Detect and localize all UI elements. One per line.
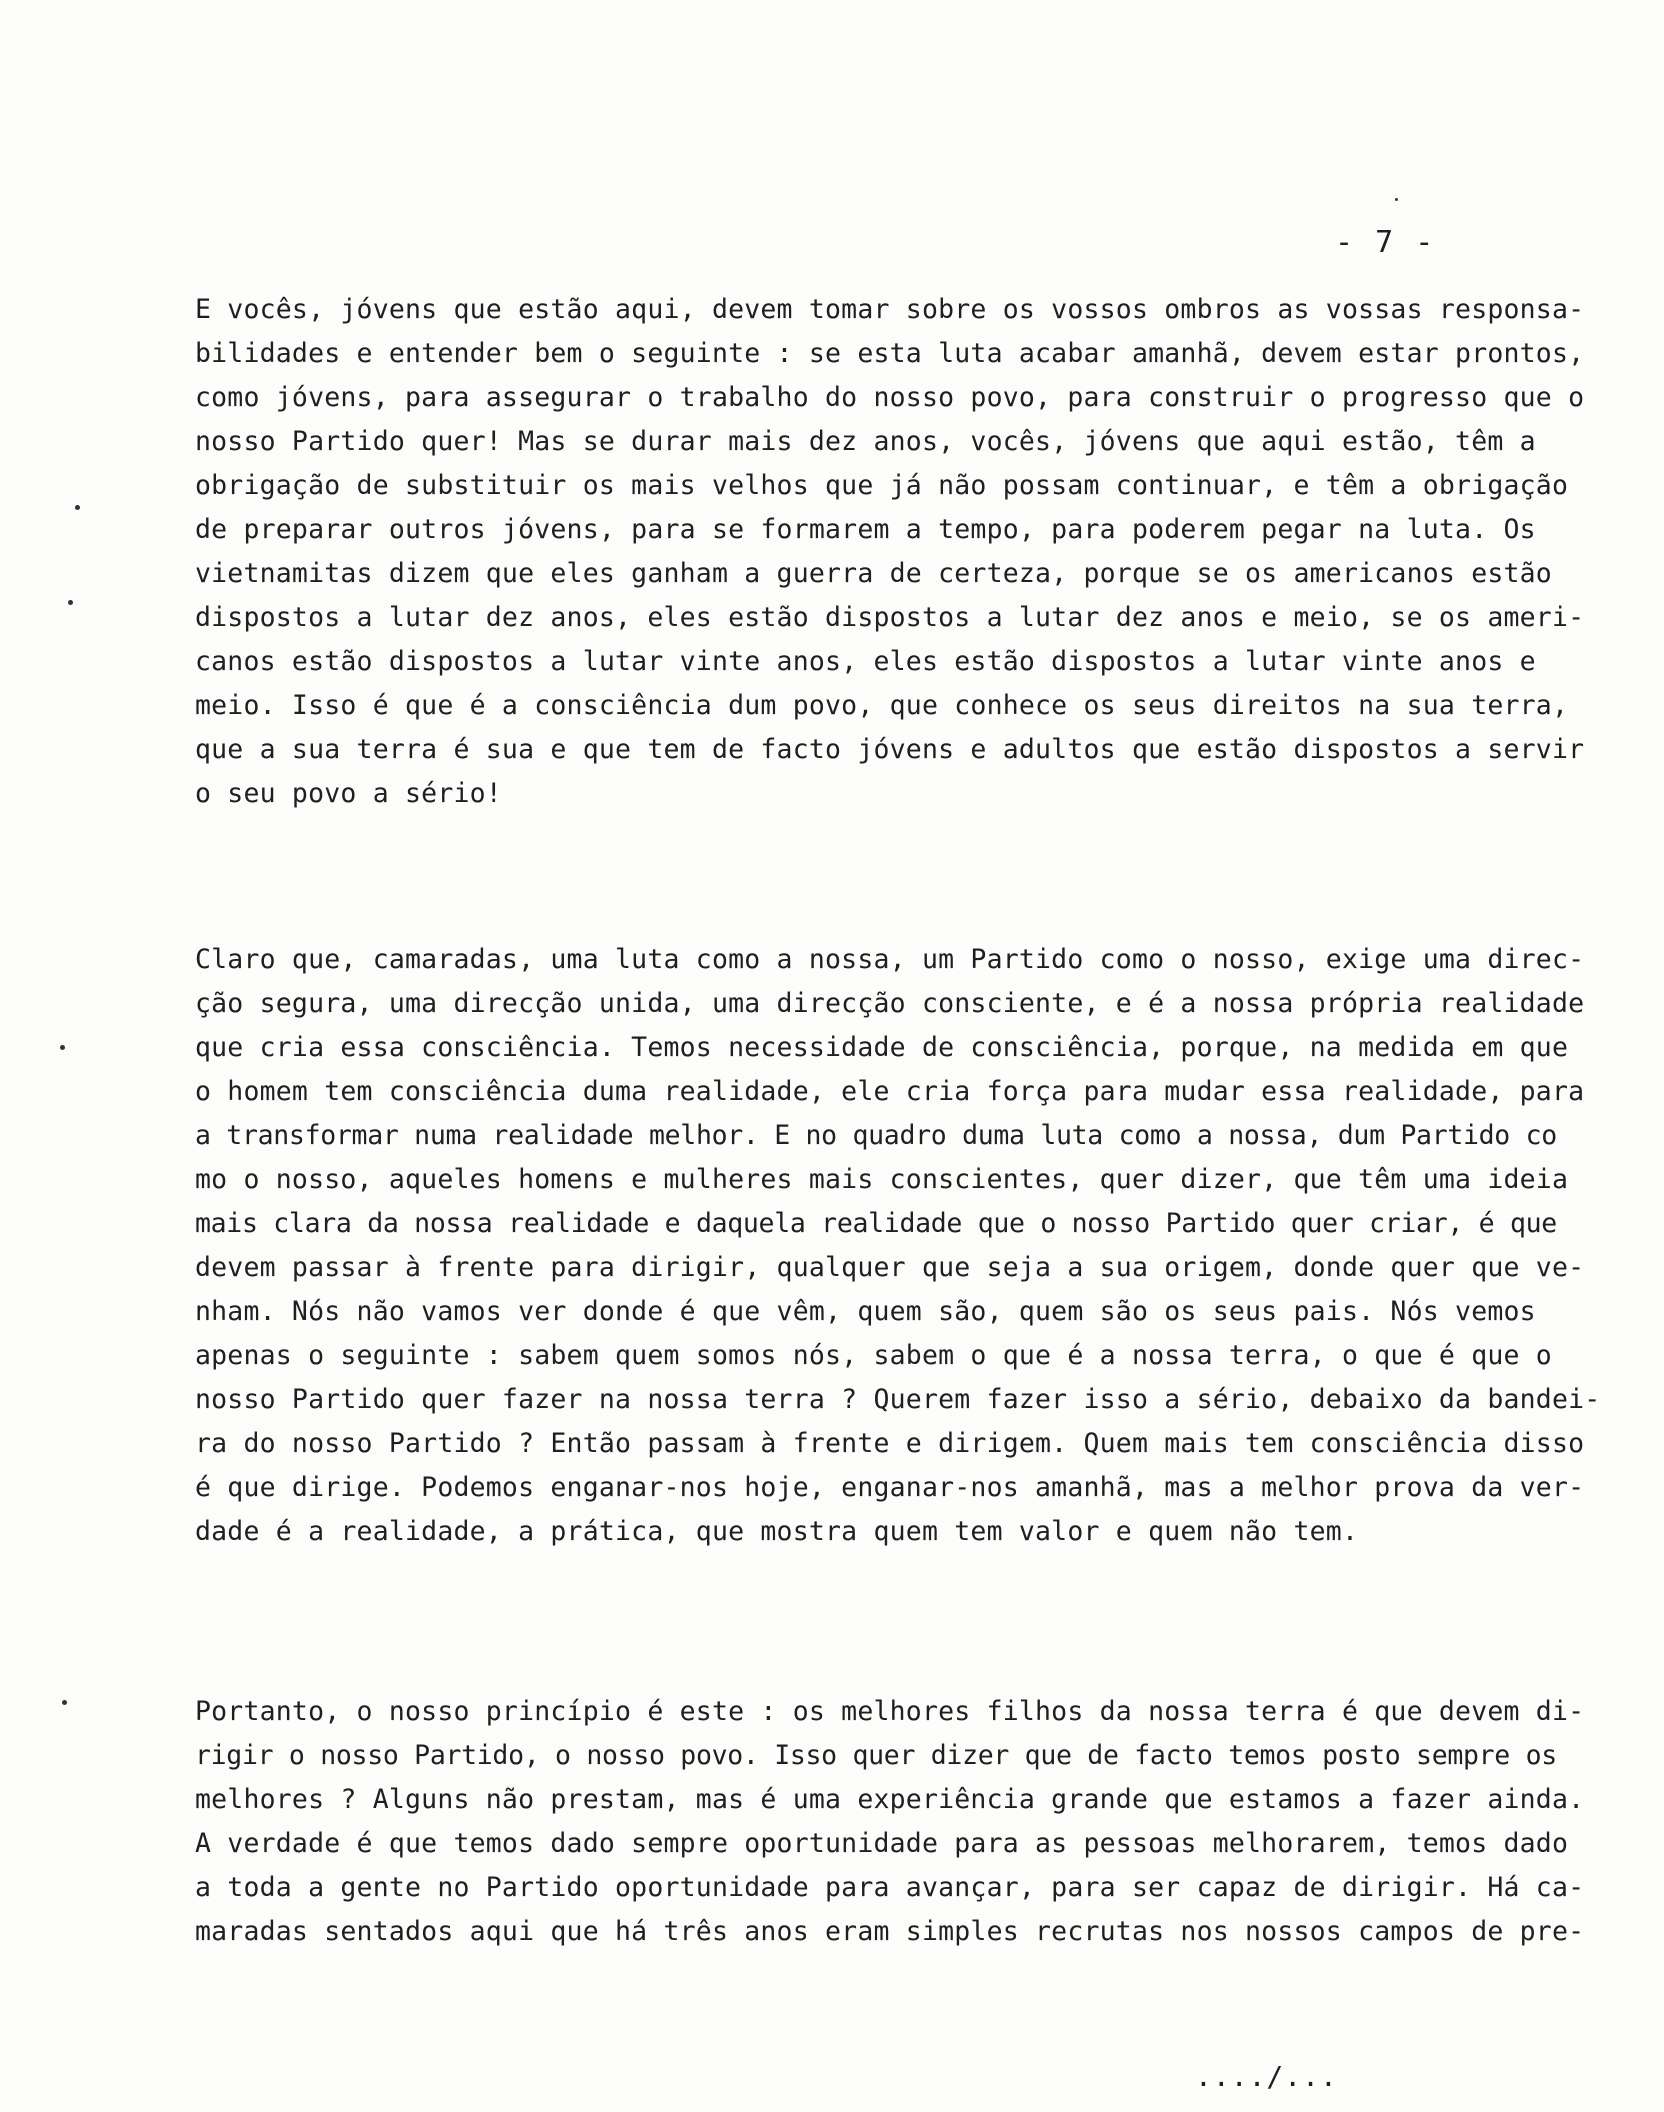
- text-line: nosso Partido quer! Mas se durar mais dez anos, vocês, jóvens que aqui estão, têm a: [195, 426, 1536, 457]
- text-line: de preparar outros jóvens, para se formarem a tempo, para poderem pegar na luta. Os: [195, 514, 1536, 545]
- text-line: que a sua terra é sua e que tem de facto jóvens e adultos que estão dispostos a servir: [195, 734, 1585, 765]
- text-line: maradas sentados aqui que há três anos eram simples recrutas nos nossos campos de pre-: [195, 1916, 1585, 1947]
- text-line: é que dirige. Podemos enganar-nos hoje, enganar-nos amanhã, mas a melhor prova da ver-: [195, 1472, 1585, 1503]
- text-line: a toda a gente no Partido oportunidade para avançar, para ser capaz de dirigir. Há ca-: [195, 1872, 1585, 1903]
- text-line: o homem tem consciência duma realidade, ele cria força para mudar essa realidade, para: [195, 1076, 1585, 1107]
- text-line: dispostos a lutar dez anos, eles estão dispostos a lutar dez anos e meio, se os ameri-: [195, 602, 1585, 633]
- text-line: bilidades e entender bem o seguinte : se esta luta acabar amanhã, devem estar prontos,: [195, 338, 1585, 369]
- text-line: mo o nosso, aqueles homens e mulheres mais conscientes, quer dizer, que têm uma ideia: [195, 1164, 1569, 1195]
- text-line: obrigação de substituir os mais velhos que já não possam continuar, e têm a obrigação: [195, 470, 1569, 501]
- text-line: canos estão dispostos a lutar vinte anos, eles estão dispostos a lutar vinte anos e: [195, 646, 1536, 677]
- text-line: ção segura, uma direcção unida, uma direcção consciente, e é a nossa própria realidade: [195, 988, 1585, 1019]
- scan-speck: [68, 600, 73, 605]
- text-line: a transformar numa realidade melhor. E no quadro duma luta como a nossa, dum Partido co: [195, 1120, 1557, 1151]
- paragraph-2: [195, 938, 1601, 1554]
- text-line: como jóvens, para assegurar o trabalho do nosso povo, para construir o progresso que o: [195, 382, 1585, 413]
- scan-speck: [60, 1045, 65, 1050]
- page-number: - 7 -: [1335, 225, 1436, 260]
- text-line: que cria essa consciência. Temos necessidade de consciência, porque, na medida em que: [195, 1032, 1569, 1063]
- text-line: Claro que, camaradas, uma luta como a nossa, um Partido como o nosso, exige uma direc-: [195, 944, 1585, 975]
- text-line: ra do nosso Partido ? Então passam à frente e dirigem. Quem mais tem consciência disso: [195, 1428, 1585, 1459]
- text-line: devem passar à frente para dirigir, qualquer que seja a sua origem, donde quer que ve-: [195, 1252, 1585, 1283]
- text-line: nosso Partido quer fazer na nossa terra ? Querem fazer isso a sério, debaixo da bandei-: [195, 1384, 1601, 1415]
- text-line: Portanto, o nosso princípio é este : os melhores filhos da nossa terra é que devem di-: [195, 1696, 1585, 1727]
- text-line: meio. Isso é que é a consciência dum povo, que conhece os seus direitos na sua terra,: [195, 690, 1569, 721]
- scan-speck: [62, 1700, 67, 1705]
- text-line: mais clara da nossa realidade e daquela realidade que o nosso Partido quer criar, é que: [195, 1208, 1557, 1239]
- continuation-mark: ..../...: [1195, 2060, 1338, 2093]
- paragraph-1: [195, 288, 1585, 816]
- text-line: E vocês, jóvens que estão aqui, devem tomar sobre os vossos ombros as vossas responsa-: [195, 294, 1585, 325]
- text-line: melhores ? Alguns não prestam, mas é uma experiência grande que estamos a fazer ainda.: [195, 1784, 1585, 1815]
- scan-speck: [75, 505, 80, 510]
- text-line: dade é a realidade, a prática, que mostra quem tem valor e quem não tem.: [195, 1516, 1359, 1547]
- text-line: vietnamitas dizem que eles ganham a guerra de certeza, porque se os americanos estão: [195, 558, 1552, 589]
- scan-speck: [1395, 198, 1398, 201]
- text-line: rigir o nosso Partido, o nosso povo. Isso quer dizer que de facto temos posto sempre os: [195, 1740, 1557, 1771]
- text-line: apenas o seguinte : sabem quem somos nós, sabem o que é a nossa terra, o que é que o: [195, 1340, 1552, 1371]
- text-line: A verdade é que temos dado sempre oportunidade para as pessoas melhorarem, temos dado: [195, 1828, 1569, 1859]
- text-line: nham. Nós não vamos ver donde é que vêm, quem são, quem são os seus pais. Nós vemos: [195, 1296, 1536, 1327]
- text-line: o seu povo a sério!: [195, 778, 502, 809]
- paragraph-3: [195, 1690, 1585, 1954]
